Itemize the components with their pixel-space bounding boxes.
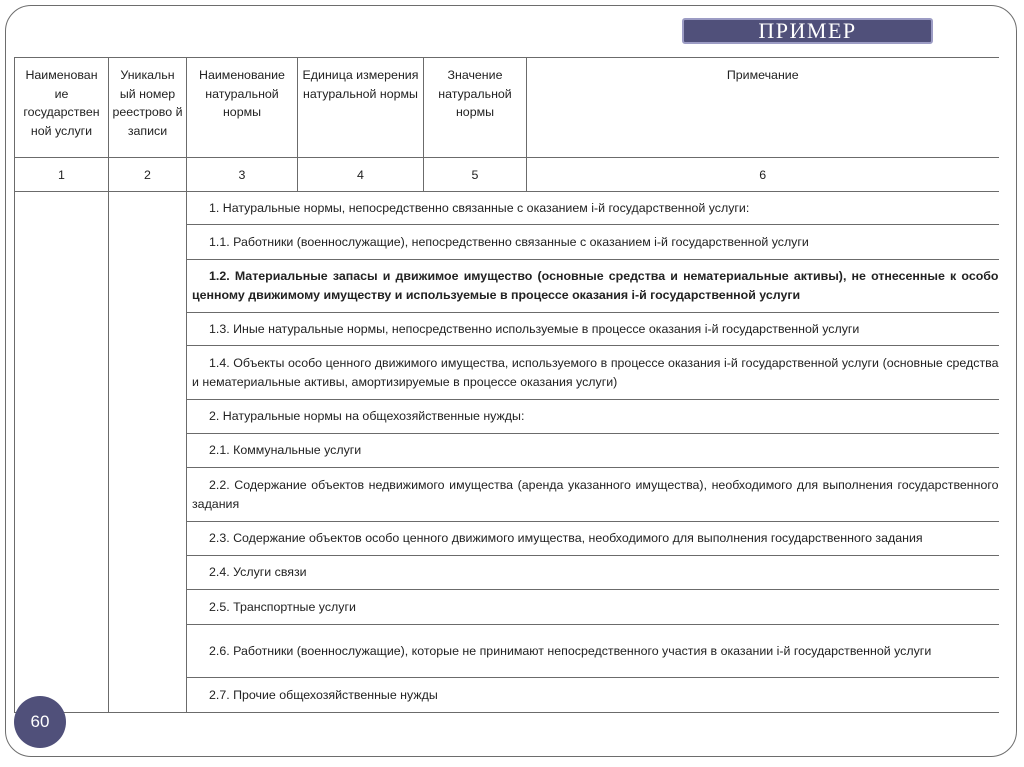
column-number: 3	[187, 158, 298, 192]
header-row	[15, 58, 999, 158]
norm-item: 2.5. Транспортные услуги	[187, 590, 999, 625]
column-number-row	[15, 158, 999, 192]
norm-item: 1. Натуральные нормы, непосредственно связанные с оказанием i-й государственной услуги:	[187, 192, 999, 225]
norm-item: 1.1. Работники (военнослужащие), непосредственно связанные с оказанием i-й государственной услуги	[187, 225, 999, 260]
norm-item: 2.7. Прочие общехозяйственные нужды	[187, 678, 999, 713]
table-row	[15, 192, 999, 225]
norm-item: 2. Натуральные нормы на общехозяйственные нужды:	[187, 400, 999, 434]
column-number: 6	[527, 158, 999, 192]
service-name-cell	[15, 192, 109, 713]
column-number: 2	[109, 158, 187, 192]
header-note: Примечание	[527, 58, 999, 158]
header-service-name: Наименован ие государствен ной услуги	[15, 58, 109, 158]
norms-table	[14, 57, 999, 713]
example-badge: ПРИМЕР	[682, 18, 933, 44]
norm-item: 1.4. Объекты особо ценного движимого имущества, используемого в процессе оказания i-й государственной услуги (основные средства и нематериальные активы, амортизируемые в процессе оказания услуги)	[187, 346, 999, 400]
column-number: 5	[424, 158, 527, 192]
header-unit: Единица измерения натуральной нормы	[298, 58, 424, 158]
norm-item: 1.3. Иные натуральные нормы, непосредственно используемые в процессе оказания i-й государственной услуги	[187, 313, 999, 346]
norm-item: 2.4. Услуги связи	[187, 556, 999, 590]
norm-item: 2.2. Содержание объектов недвижимого имущества (аренда указанного имущества), необходимого для выполнения государственного задания	[187, 468, 999, 522]
norm-item: 1.2. Материальные запасы и движимое имущество (основные средства и нематериальные активы), не отнесенные к особо ценному движимому имуществу и используемые в процессе оказания i-й государственной услуги	[187, 260, 999, 313]
column-number: 1	[15, 158, 109, 192]
registry-number-cell	[109, 192, 187, 713]
header-registry-number: Уникальн ый номер реестрово й записи	[109, 58, 187, 158]
page-number-badge: 60	[14, 696, 66, 748]
norm-item: 2.6. Работники (военнослужащие), которые не принимают непосредственного участия в оказании i-й государственной услуги	[187, 625, 999, 678]
column-number: 4	[298, 158, 424, 192]
header-norm-value: Значение натуральной нормы	[424, 58, 527, 158]
norm-item: 2.3. Содержание объектов особо ценного движимого имущества, необходимого для выполнения государственного задания	[187, 522, 999, 556]
norm-item: 2.1. Коммунальные услуги	[187, 434, 999, 468]
header-norm-name: Наименование натуральной нормы	[187, 58, 298, 158]
